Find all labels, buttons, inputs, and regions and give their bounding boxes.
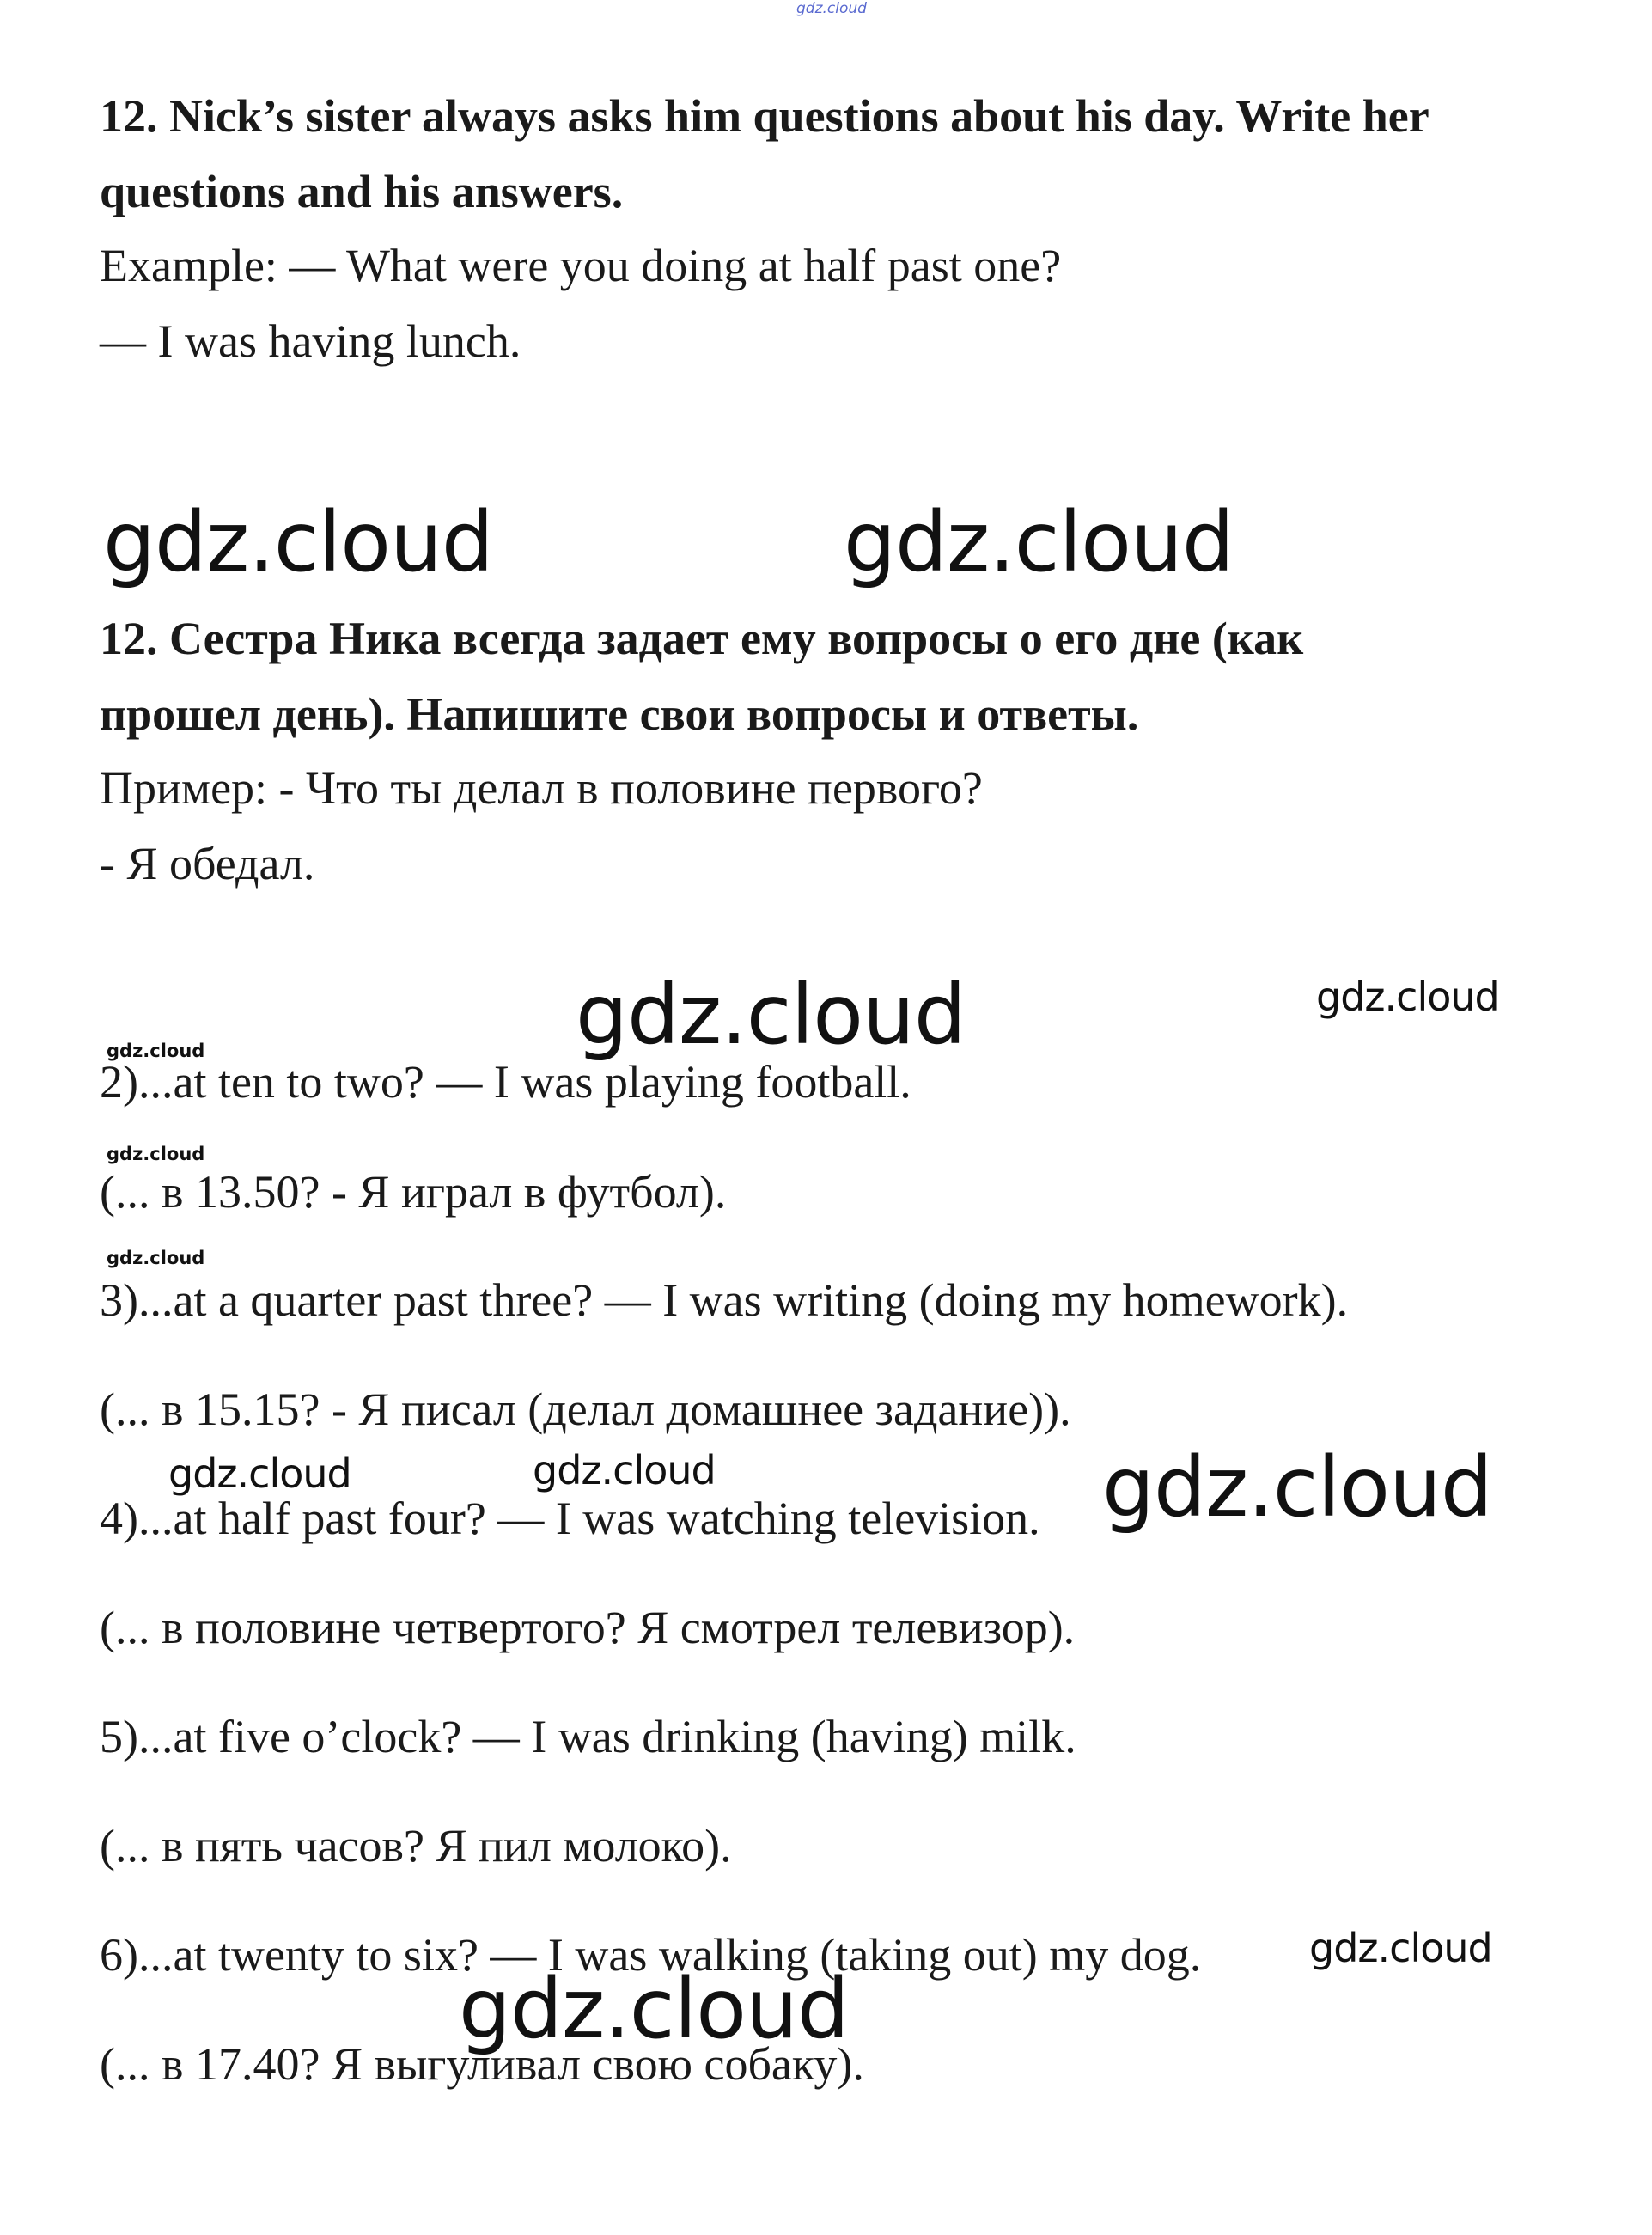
watermark-large: gdz.cloud xyxy=(459,1961,849,2057)
watermark-small: gdz.cloud xyxy=(107,1144,205,1164)
answer-en: 2)...at ten to two? — I was playing football. xyxy=(100,1056,911,1108)
watermark-small: gdz.cloud xyxy=(107,1248,205,1268)
answer-ru: (... в половине четвертого? Я смотрел телевизор). xyxy=(100,1602,1076,1653)
answer-en: 5)...at five o’clock? — I was drinking (having) milk. xyxy=(100,1711,1076,1762)
answer-ru: (... в 13.50? - Я играл в футбол). xyxy=(100,1166,727,1218)
watermark-medium: gdz.cloud xyxy=(1316,974,1499,1020)
answer-ru: (... в 15.15? - Я писал (делал домашнее задание)). xyxy=(100,1383,1071,1435)
task-heading-en-line1: 12. Nick’s sister always asks him questions about his day. Write her xyxy=(100,90,1429,142)
answer-en: 4)...at half past four? — I was watching television. xyxy=(100,1493,1040,1544)
example-answer-en: — I was having lunch. xyxy=(100,315,521,367)
task-heading-ru-line2: прошел день). Напишите свои вопросы и ответы. xyxy=(100,688,1139,740)
task-heading-en-line2: questions and his answers. xyxy=(100,166,624,217)
answer-ru: (... в 17.40? Я выгуливал свою собаку). xyxy=(100,2038,864,2090)
task-heading-ru-line1: 12. Сестра Ника всегда задает ему вопросы о его дне (как xyxy=(100,613,1304,664)
example-question-ru: Пример: - Что ты делал в половине первого? xyxy=(100,762,983,814)
watermark-medium: gdz.cloud xyxy=(1309,1925,1492,1971)
watermark-medium: gdz.cloud xyxy=(168,1450,351,1497)
watermark-large: gdz.cloud xyxy=(844,494,1234,590)
example-answer-ru: - Я обедал. xyxy=(100,838,315,889)
example-question-en: Example: — What were you doing at half past one? xyxy=(100,240,1062,291)
watermark-large: gdz.cloud xyxy=(103,494,493,590)
watermark-large: gdz.cloud xyxy=(576,967,966,1063)
answer-ru: (... в пять часов? Я пил молоко). xyxy=(100,1820,732,1872)
watermark-large: gdz.cloud xyxy=(1102,1439,1492,1536)
watermark-small: gdz.cloud xyxy=(107,1041,205,1061)
watermark-medium: gdz.cloud xyxy=(533,1447,716,1493)
answer-en: 3)...at a quarter past three? — I was writing (doing my homework). xyxy=(100,1274,1349,1326)
answer-en: 6)...at twenty to six? — I was walking (taking out) my dog. xyxy=(100,1929,1202,1981)
watermark-top: gdz.cloud xyxy=(796,0,867,17)
